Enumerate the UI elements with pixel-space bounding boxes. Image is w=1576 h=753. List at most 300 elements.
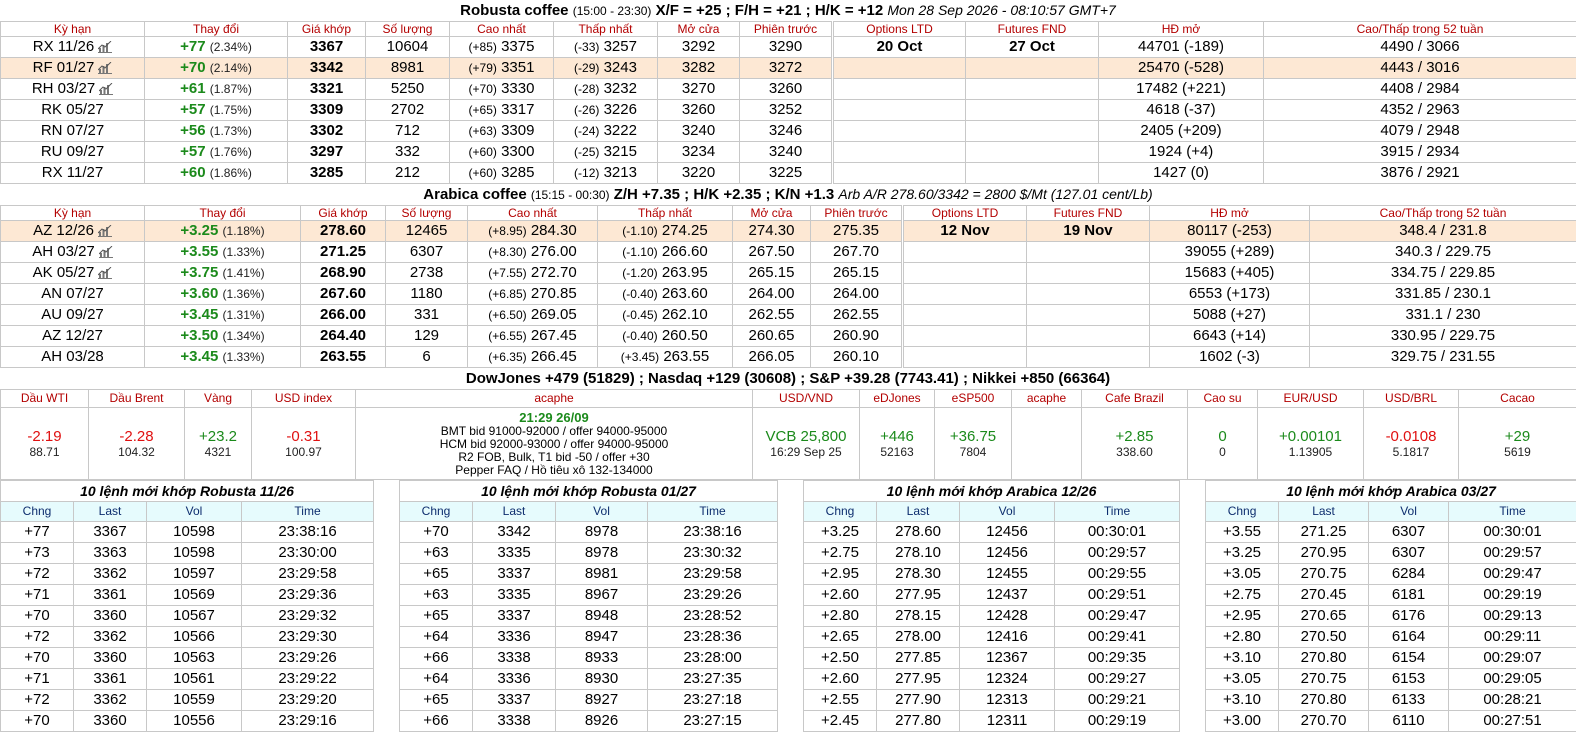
term-label[interactable]: AH 03/28	[41, 348, 104, 365]
prev-price: 3260	[740, 79, 833, 100]
high-cell	[450, 121, 554, 142]
trade-last: 3360	[74, 711, 147, 732]
column-header: Số lượng	[366, 22, 450, 37]
contract-row[interactable]	[1, 305, 1576, 326]
open-price: 265.15	[733, 263, 811, 284]
high-cell	[468, 221, 598, 242]
change-cell	[145, 305, 301, 326]
term-label[interactable]: RK 05/27	[41, 101, 104, 118]
low-cell	[598, 263, 733, 284]
prev-price: 3252	[740, 100, 833, 121]
contract-row[interactable]	[1, 242, 1576, 263]
change-percent: (1.41%)	[222, 266, 265, 280]
term-cell[interactable]	[1, 163, 145, 184]
volume: 129	[386, 326, 468, 347]
high-cell	[468, 263, 598, 284]
open-interest: 1924 (+4)	[1099, 142, 1264, 163]
prev-price: 265.15	[811, 263, 903, 284]
term-cell[interactable]	[1, 221, 145, 242]
trade-last: 3342	[473, 522, 556, 543]
trade-volume: 8978	[556, 522, 648, 543]
term-label[interactable]: RU 09/27	[40, 143, 105, 160]
brent-change: -2.28	[119, 428, 154, 445]
volume: 10604	[366, 37, 450, 58]
low-value: 263.55	[663, 348, 710, 365]
last-price: 266.00	[301, 305, 386, 326]
trade-change: +3.00	[1206, 711, 1279, 732]
change-cell	[145, 263, 301, 284]
edjones-value: 52163	[880, 445, 914, 459]
trade-time: 00:29:55	[1055, 564, 1180, 585]
high-cell	[450, 37, 554, 58]
high-cell	[468, 305, 598, 326]
high-value: 284.30	[530, 222, 577, 239]
trade-row	[1, 711, 1576, 732]
spacer	[778, 522, 804, 543]
caosu-cell	[1188, 408, 1258, 480]
high-value: 272.70	[530, 264, 577, 281]
high-delta: (+6.85)	[488, 287, 527, 301]
trade-header: Time	[1055, 502, 1180, 522]
term-label[interactable]: AU 09/27	[41, 306, 104, 323]
term-label[interactable]: RH 03/27	[31, 80, 96, 97]
trade-volume: 10569	[147, 585, 242, 606]
trade-time: 00:29:07	[1449, 648, 1576, 669]
futures-fnd-empty	[966, 79, 1099, 100]
low-cell	[554, 58, 658, 79]
term-label[interactable]: RX 11/26	[32, 38, 95, 55]
low-cell	[598, 284, 733, 305]
spacer	[778, 543, 804, 564]
futures-fnd-empty	[1027, 284, 1150, 305]
gold-change: +23.2	[199, 428, 237, 445]
change-cell	[145, 347, 301, 368]
high-cell	[450, 100, 554, 121]
options-ltd-empty	[833, 142, 966, 163]
change-value: +3.60	[180, 285, 219, 302]
market-header: Dầu Brent	[89, 390, 185, 408]
spacer	[778, 669, 804, 690]
trade-header: Last	[473, 502, 556, 522]
trade-time: 00:29:21	[1055, 690, 1180, 711]
robusta-spreads: X/F = +25 ; F/H = +21 ; H/K = +12	[655, 2, 884, 19]
high-delta: (+63)	[468, 124, 497, 138]
trade-row	[1, 648, 1576, 669]
range-52-weeks: 4408 / 2984	[1264, 79, 1576, 100]
trade-change: +77	[1, 522, 74, 543]
volume: 712	[366, 121, 450, 142]
change-percent: (2.34%)	[209, 40, 252, 54]
spacer	[1180, 606, 1206, 627]
high-value: 3330	[501, 80, 535, 97]
low-delta: (-33)	[574, 40, 600, 54]
robusta-header-row	[1, 22, 1576, 37]
spacer	[778, 564, 804, 585]
spacer	[1180, 690, 1206, 711]
trade-change: +70	[1, 711, 74, 732]
arabica-header-row	[1, 206, 1576, 221]
term-cell[interactable]	[1, 100, 145, 121]
prev-price: 260.10	[811, 347, 903, 368]
arabica-table	[0, 205, 1576, 368]
column-header: Cao nhất	[450, 22, 554, 37]
trade-volume: 12437	[960, 585, 1055, 606]
options-ltd: 20 Oct	[833, 37, 966, 58]
contract-row[interactable]	[1, 121, 1576, 142]
last-price: 268.90	[301, 263, 386, 284]
indices-text: DowJones +479 (51829) ; Nasdaq +129 (30608) ; S&P +39.28 (7743.41) ; Nikkei +850 (66364)	[465, 370, 1111, 387]
contract-row[interactable]	[1, 100, 1576, 121]
contract-row[interactable]	[1, 284, 1576, 305]
low-cell	[554, 79, 658, 100]
trade-change: +2.80	[804, 606, 877, 627]
spacer	[374, 585, 400, 606]
trade-last: 3363	[74, 543, 147, 564]
volume: 212	[366, 163, 450, 184]
trade-change: +65	[400, 606, 473, 627]
trade-last: 271.25	[1279, 522, 1369, 543]
change-value: +61	[180, 80, 206, 97]
open-price: 266.05	[733, 347, 811, 368]
bar-chart-icon[interactable]	[99, 83, 113, 95]
trade-volume: 10598	[147, 522, 242, 543]
trade-volume: 10561	[147, 669, 242, 690]
low-value: 262.10	[661, 306, 708, 323]
options-ltd-empty	[903, 347, 1027, 368]
trade-volume: 12428	[960, 606, 1055, 627]
term-cell[interactable]	[1, 79, 145, 100]
trade-volume: 6307	[1369, 543, 1449, 564]
eurusd-value: 1.13905	[1288, 445, 1333, 459]
change-cell	[145, 37, 288, 58]
change-cell	[145, 221, 301, 242]
change-percent: (1.34%)	[222, 329, 265, 343]
change-value: +60	[180, 164, 206, 181]
change-percent: (2.14%)	[209, 61, 252, 75]
acaphe-cell	[356, 408, 753, 480]
trade-volume: 6176	[1369, 606, 1449, 627]
trade-header: Last	[877, 502, 960, 522]
spacer	[374, 564, 400, 585]
low-cell	[598, 347, 733, 368]
low-delta: (-28)	[574, 82, 600, 96]
high-delta: (+6.50)	[488, 308, 527, 322]
term-label[interactable]: AZ 12/27	[42, 327, 103, 344]
range-52-weeks: 331.85 / 230.1	[1310, 284, 1576, 305]
change-percent: (1.87%)	[209, 82, 252, 96]
futures-fnd-empty	[966, 100, 1099, 121]
wti-value: 88.71	[29, 445, 60, 459]
usdindex-change: -0.31	[286, 428, 321, 445]
low-value: 260.50	[661, 327, 708, 344]
contract-row[interactable]	[1, 37, 1576, 58]
options-ltd: 12 Nov	[903, 221, 1027, 242]
caosu-change: 0	[1218, 428, 1227, 445]
caosu-value: 0	[1219, 445, 1226, 459]
prev-price: 264.00	[811, 284, 903, 305]
spacer	[1180, 564, 1206, 585]
term-label[interactable]: RX 11/27	[41, 164, 104, 181]
change-value: +57	[180, 101, 206, 118]
high-value: 270.85	[530, 285, 577, 302]
contract-row[interactable]	[1, 142, 1576, 163]
trade-header: Vol	[960, 502, 1055, 522]
trade-volume: 10598	[147, 543, 242, 564]
trade-change: +2.55	[804, 690, 877, 711]
spacer	[1180, 711, 1206, 732]
bar-chart-icon[interactable]	[98, 62, 112, 74]
term-label[interactable]: AN 07/27	[41, 285, 104, 302]
trade-change: +63	[400, 543, 473, 564]
trade-volume: 8930	[556, 669, 648, 690]
trade-change: +2.50	[804, 648, 877, 669]
gold-value: 4321	[204, 445, 232, 459]
trade-change: +66	[400, 711, 473, 732]
trade-header: Chng	[804, 502, 877, 522]
term-cell[interactable]	[1, 326, 145, 347]
column-header: Thay đổi	[145, 22, 288, 37]
trade-header: Time	[242, 502, 374, 522]
trade-time: 23:29:20	[242, 690, 374, 711]
brent-cell	[89, 408, 185, 480]
options-ltd-empty	[903, 242, 1027, 263]
column-header: Cao/Thấp trong 52 tuần	[1310, 206, 1576, 221]
trade-time: 00:29:35	[1055, 648, 1180, 669]
usdvnd-time: 16:29 Sep 25	[770, 445, 842, 459]
trade-change: +2.65	[804, 627, 877, 648]
acaphe2-cell	[1012, 408, 1082, 480]
volume: 6	[386, 347, 468, 368]
change-value: +77	[180, 38, 206, 55]
spacer	[374, 627, 400, 648]
contract-row[interactable]	[1, 347, 1576, 368]
eurusd-change: +0.00101	[1279, 428, 1342, 445]
futures-fnd: 27 Oct	[966, 37, 1099, 58]
spacer	[1180, 585, 1206, 606]
trade-volume: 8978	[556, 543, 648, 564]
futures-fnd-empty	[1027, 326, 1150, 347]
term-cell[interactable]	[1, 142, 145, 163]
high-delta: (+8.30)	[488, 245, 527, 259]
acaphe-line: HCM bid 92000-93000 / offer 94000-95000	[439, 437, 669, 451]
trade-header: Chng	[1, 502, 74, 522]
spacer	[1180, 627, 1206, 648]
high-value: 3300	[501, 143, 535, 160]
trade-header: Vol	[556, 502, 648, 522]
trade-row	[1, 585, 1576, 606]
options-ltd-empty	[903, 284, 1027, 305]
high-value: 267.45	[530, 327, 577, 344]
options-ltd-empty	[903, 263, 1027, 284]
term-label[interactable]: AH 03/27	[32, 243, 95, 260]
high-value: 3309	[501, 122, 535, 139]
trade-time: 23:29:36	[242, 585, 374, 606]
arabica-spreads: Z/H +7.35 ; H/K +2.35 ; K/N +1.3	[613, 186, 835, 203]
last-price: 3321	[288, 79, 366, 100]
trade-block-title: 10 lệnh mới khớp Arabica 12/26	[804, 481, 1180, 502]
trade-volume: 6153	[1369, 669, 1449, 690]
high-delta: (+65)	[468, 103, 497, 117]
market-header: Dầu WTI	[1, 390, 89, 408]
open-price: 3292	[658, 37, 740, 58]
trade-change: +66	[400, 648, 473, 669]
high-value: 269.05	[530, 306, 577, 323]
trade-volume: 12324	[960, 669, 1055, 690]
change-value: +3.50	[180, 327, 219, 344]
volume: 5250	[366, 79, 450, 100]
contract-row[interactable]	[1, 163, 1576, 184]
term-cell[interactable]	[1, 305, 145, 326]
term-cell[interactable]	[1, 242, 145, 263]
trade-row	[1, 543, 1576, 564]
term-label[interactable]: AK 05/27	[32, 264, 95, 281]
spacer	[374, 502, 400, 522]
open-interest: 6643 (+14)	[1150, 326, 1310, 347]
options-ltd-empty	[833, 121, 966, 142]
change-value: +70	[180, 59, 206, 76]
trade-last: 3337	[473, 690, 556, 711]
trade-change: +2.75	[804, 543, 877, 564]
low-value: 3213	[603, 164, 637, 181]
trade-volume: 8933	[556, 648, 648, 669]
trade-last: 270.75	[1279, 564, 1369, 585]
indices-bar	[0, 368, 1576, 389]
open-interest: 4618 (-37)	[1099, 100, 1264, 121]
options-ltd-empty	[833, 58, 966, 79]
robusta-datetime: Mon 28 Sep 2026 - 08:10:57 GMT+7	[887, 2, 1116, 18]
trade-header-row	[1, 502, 1576, 522]
prev-price: 3272	[740, 58, 833, 79]
trade-time: 23:29:30	[242, 627, 374, 648]
term-cell[interactable]	[1, 121, 145, 142]
trade-last: 277.95	[877, 585, 960, 606]
bar-chart-icon[interactable]	[98, 41, 112, 53]
trade-last: 3360	[74, 606, 147, 627]
low-delta: (-29)	[574, 61, 600, 75]
low-value: 274.25	[661, 222, 708, 239]
open-price: 3270	[658, 79, 740, 100]
contract-row[interactable]	[1, 79, 1576, 100]
bar-chart-icon[interactable]	[98, 225, 112, 237]
acaphe-line: Pepper FAQ / Hồ tiêu xô 132-134000	[455, 463, 653, 477]
trade-block-title: 10 lệnh mới khớp Arabica 03/27	[1206, 481, 1576, 502]
high-cell	[468, 347, 598, 368]
bar-chart-icon[interactable]	[98, 267, 112, 279]
open-interest: 1427 (0)	[1099, 163, 1264, 184]
trade-last: 278.10	[877, 543, 960, 564]
column-header: Mở cửa	[733, 206, 811, 221]
volume: 12465	[386, 221, 468, 242]
usdbrl-cell	[1364, 408, 1459, 480]
term-label[interactable]: RN 07/27	[40, 122, 105, 139]
change-percent: (1.76%)	[209, 145, 252, 159]
last-price: 263.55	[301, 347, 386, 368]
trade-change: +71	[1, 585, 74, 606]
trade-last: 278.30	[877, 564, 960, 585]
usdvnd-value: VCB 25,800	[765, 428, 847, 445]
change-cell	[145, 142, 288, 163]
trade-change: +2.80	[1206, 627, 1279, 648]
term-cell[interactable]	[1, 58, 145, 79]
trade-volume: 6164	[1369, 627, 1449, 648]
robusta-title-bar	[0, 0, 1576, 21]
trade-last: 3338	[473, 711, 556, 732]
term-cell[interactable]	[1, 284, 145, 305]
trade-last: 270.70	[1279, 711, 1369, 732]
trade-header: Chng	[1206, 502, 1279, 522]
trade-last: 278.60	[877, 522, 960, 543]
column-header: Futures FND	[966, 22, 1099, 37]
trade-time: 00:30:01	[1449, 522, 1576, 543]
change-percent: (1.33%)	[222, 245, 265, 259]
high-cell	[450, 58, 554, 79]
term-cell[interactable]	[1, 263, 145, 284]
column-header: Thay đổi	[145, 206, 301, 221]
trade-last: 3335	[473, 543, 556, 564]
trade-change: +2.60	[804, 585, 877, 606]
market-header: Cao su	[1188, 390, 1258, 408]
arabica-hours: (15:15 - 00:30)	[530, 188, 610, 202]
contract-row[interactable]	[1, 326, 1576, 347]
column-header: Options LTD	[833, 22, 966, 37]
cacao-cell	[1459, 408, 1576, 480]
open-price: 260.65	[733, 326, 811, 347]
spacer	[778, 585, 804, 606]
trade-time: 23:30:32	[648, 543, 778, 564]
open-interest: 17482 (+221)	[1099, 79, 1264, 100]
trade-volume: 6307	[1369, 522, 1449, 543]
spacer	[374, 669, 400, 690]
prev-price: 275.35	[811, 221, 903, 242]
trade-volume: 8947	[556, 627, 648, 648]
trade-last: 3338	[473, 648, 556, 669]
column-header: Cao/Thấp trong 52 tuần	[1264, 22, 1576, 37]
prev-price: 3290	[740, 37, 833, 58]
bar-chart-icon[interactable]	[99, 246, 113, 258]
term-label[interactable]: AZ 12/26	[33, 222, 94, 239]
volume: 332	[366, 142, 450, 163]
open-price: 267.50	[733, 242, 811, 263]
trade-volume: 6284	[1369, 564, 1449, 585]
trade-change: +72	[1, 564, 74, 585]
contract-row[interactable]	[1, 58, 1576, 79]
trade-last: 278.15	[877, 606, 960, 627]
trade-change: +2.95	[804, 564, 877, 585]
last-price: 267.60	[301, 284, 386, 305]
high-delta: (+70)	[468, 82, 497, 96]
usdvnd-cell	[753, 408, 860, 480]
edjones-change: +446	[880, 428, 914, 445]
range-52-weeks: 330.95 / 229.75	[1310, 326, 1576, 347]
trade-last: 277.85	[877, 648, 960, 669]
trade-volume: 6181	[1369, 585, 1449, 606]
term-cell[interactable]	[1, 347, 145, 368]
contract-row[interactable]	[1, 263, 1576, 284]
volume: 331	[386, 305, 468, 326]
trade-volume: 8967	[556, 585, 648, 606]
term-cell[interactable]	[1, 37, 145, 58]
market-header: Vàng	[185, 390, 252, 408]
futures-fnd-empty	[1027, 305, 1150, 326]
options-ltd-empty	[903, 305, 1027, 326]
low-delta: (-1.10)	[622, 245, 658, 259]
high-value: 3351	[501, 59, 535, 76]
trade-block-title: 10 lệnh mới khớp Robusta 01/27	[400, 481, 778, 502]
trade-time: 00:27:51	[1449, 711, 1576, 732]
term-label[interactable]: RF 01/27	[32, 59, 95, 76]
contract-row[interactable]	[1, 221, 1576, 242]
trade-time: 23:29:26	[648, 585, 778, 606]
